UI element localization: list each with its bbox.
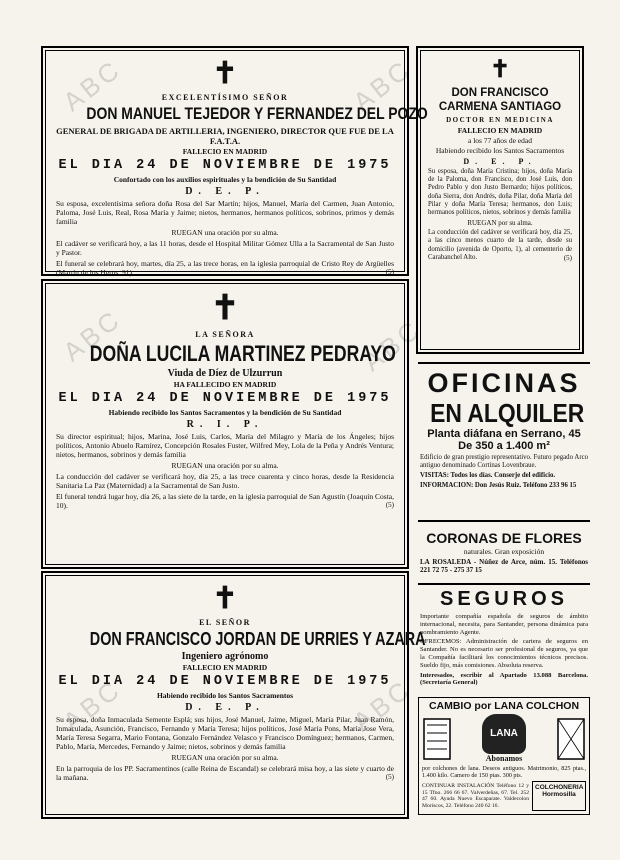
ref-number: (5): [385, 501, 394, 509]
ref-number: (5): [385, 773, 394, 781]
cross-icon: ✝: [212, 57, 238, 90]
ad-coronas: [418, 528, 590, 580]
watermark: ABC: [57, 673, 128, 738]
cross-icon: ✝: [212, 582, 238, 615]
deceased-title: Viuda de Díez de Ulzurrun: [167, 368, 283, 379]
obituary-jordan: [45, 575, 426, 815]
mattress-icon: [422, 717, 452, 761]
ad-headline: CORONAS DE FLORES: [426, 530, 582, 546]
ad-offer: OFRECEMOS: Administración de cartera de seguros en Santander. No es necesario ser profesional de seguros, ya que la Compañía facilitará los conocimientos técnicos precisos. Sueldo fijo, más comisiones. Absoluta reserva.: [420, 638, 588, 669]
sacraments: Confortado con los auxilios espirituales y la bendición de Su Santidad: [113, 175, 337, 184]
deceased-title: DOCTOR EN MEDICINA: [446, 116, 554, 124]
family-text: Su esposa, doña María Cristina; hijos, doña María de la Paloma, don Francisco, don José Luis, don Pedro Pablo y don Justo Bernardo; hijos políticos, doña Sierra, don Andrés, doña Pilar, doña María del Pilar y doña María Teresa; hermanos, don Luis; hermanos políticos, nietos, sobrinos y demás familia: [428, 168, 572, 217]
ad-headline: SEGUROS: [439, 588, 569, 610]
sacraments: Habiendo recibido los Santos Sacramentos: [156, 691, 294, 700]
death-place: HA FALLECIDO EN MADRID: [173, 380, 277, 389]
sacraments: Habiendo recibido los Santos Sacramentos: [435, 146, 565, 155]
ad-abonamos: Abonamos: [485, 754, 523, 763]
death-place: FALLECIO EN MADRID: [182, 663, 268, 672]
funeral-details: El funeral se celebrará hoy, martes, día 25, a las trece horas, en la iglesia parroquial de Cristo Rey de Argüelles (Martín de los Heros, 91). (5): [56, 259, 394, 277]
death-place: FALLECIO EN MADRID: [182, 147, 268, 156]
ad-headline: EN ALQUILER: [430, 398, 585, 428]
family-text: Su director espiritual; hijos, Marina, José Luis, Carlos, María del Milagro y María de los Ángeles; hijos políticos, Antonio Abuelo Ramírez, Concepción Rosales Fuster, Wilfred Mey, Lola de la Peña y Andrés Ventura; nietos, hermanos, sobrinos y demás familia: [56, 432, 394, 459]
rip: R. I. P.: [186, 419, 264, 430]
ad-info: INFORMACION: Don Jesús Ruiz. Teléfono 233 96 15: [420, 482, 577, 489]
prayer-request: RUEGAN una oración por su alma.: [171, 753, 279, 762]
watermark: ABC: [357, 313, 428, 378]
ad-body: Importante compañía española de seguros de ámbito internacional, necesita, para Santander, persona dinámica para nombramiento Agente.: [420, 613, 588, 636]
prayer-request: RUEGAN una oración por su alma.: [171, 461, 279, 470]
rip: D. E. P.: [185, 186, 265, 197]
deceased-name: DON MANUEL TEJEDOR Y FERNANDEZ DEL POZO: [86, 104, 428, 123]
ad-body: Edificio de gran prestigio representativo. Futuro pegado Arco antiguo denominado Cortinas Lovenbraue.: [420, 454, 588, 469]
death-date: EL DIA 24 DE NOVIEMBRE DE 1975: [58, 674, 392, 689]
ad-visitas: VISITAS: Todos los días. Conserje del edificio.: [420, 472, 556, 479]
funeral-details: El cadáver se verificará hoy, a las 11 horas, desde el Hospital Militar Gómez Ulla a la Sacramental de San Justo y Pastor.: [56, 239, 394, 257]
ad-contact: CONTINUAR INSTALACIÓN Teléfono 12 y 15 Tfno. 266 66 67. Valverdeñas, 67. Tel. 252 47 60. Ayuda Nuevo Escaparate. Valdecolon Moriscos, 22. Teléfono 240 62 16.: [422, 783, 529, 809]
ad-lana: [418, 697, 590, 815]
funeral-details: El funeral tendrá lugar hoy, día 26, a las siete de la tarde, en la iglesia parroquial de San Agustín (Joaquín Costa, 10). (5): [56, 492, 394, 510]
ad-line: Planta diáfana en Serrano, 45: [427, 428, 581, 440]
ref-number: (5): [563, 253, 572, 262]
ad-sub: naturales. Gran exposición: [463, 547, 545, 556]
ad-contact: Interesados, escribir al Apartado 13.088 Barcelona. (Secretaría General): [420, 671, 588, 687]
ad-line: LA ROSALEDA - Núñez de Arce, núm. 15. Teléfonos 221 72 75 - 275 37 15: [420, 558, 588, 574]
cross-icon: ✝: [489, 57, 511, 83]
ad-line: De 350 a 1.400 m²: [458, 440, 550, 452]
cross-icon: ✝: [210, 290, 240, 327]
deceased-name: DON FRANCISCO JORDAN DE URRIES Y AZARA: [89, 629, 426, 649]
age: a los 77 años de edad: [468, 136, 532, 145]
rip: D. E. P.: [185, 702, 265, 713]
honorific: LA SEÑORA: [195, 330, 255, 339]
ad-oficinas: [418, 362, 590, 522]
death-date: EL DIA 24 DE NOVIEMBRE DE 1975: [58, 158, 392, 173]
death-place: FALLECIO EN MADRID: [457, 126, 543, 135]
deceased-name: DON FRANCISCO CARMENA SANTIAGO: [438, 87, 562, 113]
deceased-name: DOÑA LUCILA MARTINEZ PEDRAYO: [89, 341, 396, 366]
funeral-details: La conducción del cadáver se verificará hoy, día 25, a las trece cuarenta y cinco horas, desde la Residencia Sanitaria La Paz (Maternidad) a la Sacramental de San Justo.: [56, 472, 394, 490]
rip: D. E. P.: [463, 157, 537, 166]
mattress-icon: [556, 717, 586, 761]
ad-headline: CAMBIO por LANA COLCHON: [428, 700, 580, 712]
honorific: EL SEÑOR: [199, 618, 251, 627]
obituary-carmena: [420, 50, 580, 350]
ref-number: (5): [385, 268, 394, 276]
death-date: EL DIA 24 DE NOVIEMBRE DE 1975: [58, 391, 392, 406]
ad-logo: COLCHONERIA Hormosilla: [532, 781, 586, 811]
watermark: ABC: [57, 53, 128, 118]
ad-seguros: [418, 583, 590, 693]
funeral-details: La conducción del cadáver se verificará hoy, día 25, a las cinco menos cuarto de la tarde, desde su domicilio (avenida de Oporto, 1), al cementerio de Carabanchel Alto. (5): [428, 229, 572, 262]
family-text: Su esposa, excelentísima señora doña Rosa del Sar Martín; hijos, Manuel, María del Carmen, Juan Antonio, Paloma, José Luis, Real, Rosa María y Jaime; nietos, hermanos, hermanos políticos, sobrinos, primos y demás familia: [56, 199, 394, 226]
watermark: ABC: [347, 673, 418, 738]
watermark: ABC: [57, 303, 128, 368]
ad-headline: OFICINAS: [427, 368, 581, 398]
family-text: Su esposa, doña Inmaculada Semente Esplá; sus hijos, José Manuel, Jaime, Miguel, María Pilar, Juan Ramón, Inmaculada, Asunción, Francisco, Fernando y María Teresa; hijos políticos, José María Pons, María Jose Vera, María Teresa Segarra, Mario Fontana, Gonzalo Fernández Velasco y Francisco Domínguez; hermanos, Carmen, Pablo, María, Mercedes, Fernando y Jaime; nietos, sobrinos y demás familia: [56, 715, 394, 751]
prayer-request: RUEGAN por su alma.: [467, 219, 533, 228]
funeral-details: En la parroquia de los PP. Sacramentinos (calle Reina de Escandal) se celebrará misa hoy, a las siete y cuarto de la mañana. (5): [56, 764, 394, 782]
ad-prices: por colchones de lana. Deseos antiguos. Matrimonio, 825 ptas., 1.400 kilo. Camero de 150 ptas. 300 pts.: [422, 765, 586, 779]
sacraments: Habiendo recibido los Santos Sacramentos y la bendición de Su Santidad: [108, 408, 342, 417]
deceased-title: Ingeniero agrónomo: [181, 651, 269, 662]
honorific: EXCELENTÍSIMO SEÑOR: [161, 93, 289, 102]
prayer-request: RUEGAN una oración por su alma.: [171, 228, 279, 237]
watermark: ABC: [347, 53, 418, 118]
wool-sack-icon: LANA: [482, 714, 526, 754]
obituary-tejedor: [45, 50, 428, 277]
deceased-title: GENERAL DE BRIGADA DE ARTILLERIA, INGENIERO, DIRECTOR QUE FUE DE LA F.A.T.A.: [56, 126, 394, 146]
obituary-martinez: [45, 283, 405, 565]
